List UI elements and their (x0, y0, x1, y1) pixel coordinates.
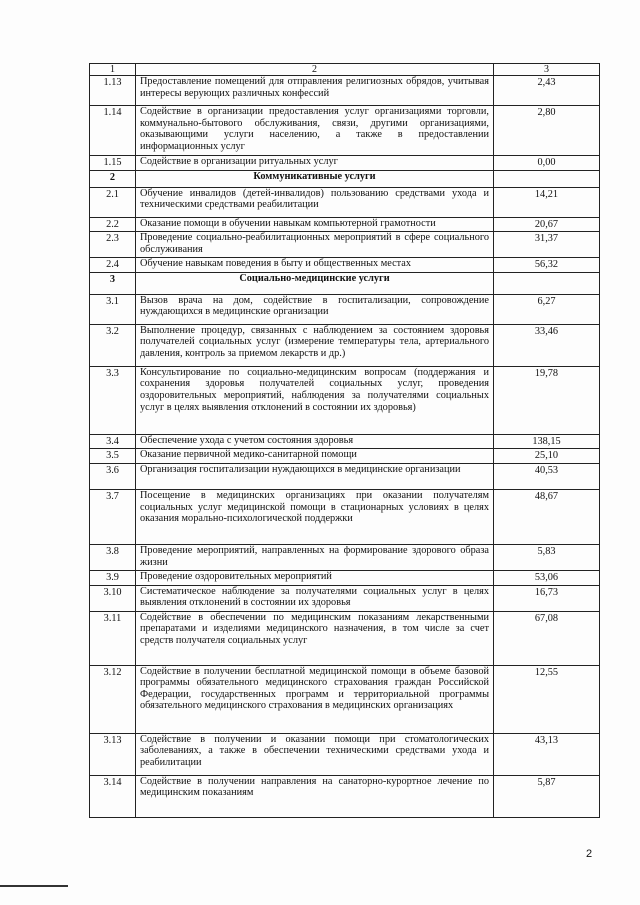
service-description: Содействие в организации ритуальных услуг (136, 156, 494, 171)
table-row (90, 106, 600, 156)
row-number: 3.7 (90, 489, 136, 544)
header-col-2: 2 (136, 64, 494, 76)
row-number: 3.8 (90, 544, 136, 570)
row-number: 1.15 (90, 156, 136, 171)
section-row (90, 272, 600, 294)
service-description: Обучение навыкам поведения в быту и общественных местах (136, 258, 494, 273)
service-description: Выполнение процедур, связанных с наблюдением за состоянием здоровья получателей социальных услуг (измерение температуры тела, артериального давления, контроль за приемом лекарств и др.) (136, 324, 494, 366)
row-number: 2.3 (90, 232, 136, 258)
service-value: 31,37 (494, 232, 600, 258)
section-row (90, 170, 600, 187)
service-value: 14,21 (494, 187, 600, 217)
row-number: 3.12 (90, 665, 136, 733)
service-description: Содействие в получении бесплатной медицинской помощи в объеме базовой программы обязательного медицинского страхования граждан Российской Федерации, государственных программ и территориальной программы обязательного медицинского страхования в медицинских организациях (136, 665, 494, 733)
service-value: 25,10 (494, 449, 600, 464)
table-row (90, 366, 600, 434)
service-value: 0,00 (494, 156, 600, 171)
table-row (90, 733, 600, 775)
table-row (90, 611, 600, 665)
row-number: 1.13 (90, 76, 136, 106)
row-number: 2.2 (90, 217, 136, 232)
row-number: 3.6 (90, 463, 136, 489)
table-row (90, 665, 600, 733)
table-row (90, 324, 600, 366)
service-description: Содействие в обеспечении по медицинским показаниям лекарственными препаратами и изделиями медицинского назначения, в том числе за счет средств получателя социальных услуг (136, 611, 494, 665)
service-description: Оказание помощи в обучении навыкам компьютерной грамотности (136, 217, 494, 232)
service-value: 5,87 (494, 775, 600, 817)
row-number: 3 (90, 272, 136, 294)
service-value: 48,67 (494, 489, 600, 544)
row-number: 2 (90, 170, 136, 187)
service-value (494, 272, 600, 294)
service-value: 43,13 (494, 733, 600, 775)
row-number: 3.5 (90, 449, 136, 464)
service-value: 19,78 (494, 366, 600, 434)
header-col-3: 3 (494, 64, 600, 76)
table-row (90, 544, 600, 570)
table-row (90, 489, 600, 544)
table-row (90, 156, 600, 171)
service-description: Организация госпитализации нуждающихся в медицинские организации (136, 463, 494, 489)
service-description: Вызов врача на дом, содействие в госпитализации, сопровождение нуждающихся в медицинские организации (136, 294, 494, 324)
row-number: 3.4 (90, 434, 136, 449)
scan-edge-line (0, 885, 68, 887)
service-value: 5,83 (494, 544, 600, 570)
service-value: 53,06 (494, 570, 600, 585)
row-number: 1.14 (90, 106, 136, 156)
service-value: 33,46 (494, 324, 600, 366)
section-title: Социально-медицинские услуги (136, 272, 494, 294)
row-number: 3.13 (90, 733, 136, 775)
page-number: 2 (586, 848, 593, 860)
service-description: Содействие в организации предоставления услуг организациями торговли, коммунально-бытового обслуживания, связи, другими организациями, оказывающими услуги населению, а также в предоставлении информационных услуг (136, 106, 494, 156)
row-number: 2.1 (90, 187, 136, 217)
service-value: 12,55 (494, 665, 600, 733)
service-value: 2,43 (494, 76, 600, 106)
service-description: Проведение оздоровительных мероприятий (136, 570, 494, 585)
table-row (90, 232, 600, 258)
table-row (90, 775, 600, 817)
row-number: 3.1 (90, 294, 136, 324)
service-value: 16,73 (494, 585, 600, 611)
header-col-1: 1 (90, 64, 136, 76)
service-value: 6,27 (494, 294, 600, 324)
service-value: 138,15 (494, 434, 600, 449)
service-value: 20,67 (494, 217, 600, 232)
service-description: Оказание первичной медико-санитарной помощи (136, 449, 494, 464)
service-description: Проведение мероприятий, направленных на формирование здорового образа жизни (136, 544, 494, 570)
row-number: 3.11 (90, 611, 136, 665)
table-row (90, 449, 600, 464)
service-description: Предоставление помещений для отправления религиозных обрядов, учитывая интересы верующих различных конфессий (136, 76, 494, 106)
table-row (90, 187, 600, 217)
row-number: 3.2 (90, 324, 136, 366)
service-description: Содействие в получении направления на санаторно-курортное лечение по медицинским показаниям (136, 775, 494, 817)
table-row (90, 76, 600, 106)
section-title: Коммуникативные услуги (136, 170, 494, 187)
service-value: 67,08 (494, 611, 600, 665)
service-description: Посещение в медицинских организациях при оказании получателям социальных услуг медицинской помощи в стационарных условиях в целях оказания морально-психологической поддержки (136, 489, 494, 544)
row-number: 2.4 (90, 258, 136, 273)
service-description: Консультирование по социально-медицинским вопросам (поддержания и сохранения здоровья получателей социальных услуг, проведения оздоровительных мероприятий, наблюдения за получателями социальных услуг в целях выявления отклонений в состоянии их здоровья) (136, 366, 494, 434)
table-row (90, 258, 600, 273)
service-description: Содействие в получении и оказании помощи при стоматологических заболеваниях, а также в обеспечении техническими средствами ухода и реабилитации (136, 733, 494, 775)
table-row (90, 463, 600, 489)
row-number: 3.3 (90, 366, 136, 434)
table-row (90, 570, 600, 585)
row-number: 3.9 (90, 570, 136, 585)
row-number: 3.14 (90, 775, 136, 817)
services-tariff-table (89, 63, 600, 818)
service-value: 56,32 (494, 258, 600, 273)
service-value (494, 170, 600, 187)
table-row (90, 217, 600, 232)
table-row (90, 434, 600, 449)
service-value: 2,80 (494, 106, 600, 156)
table-row (90, 294, 600, 324)
service-description: Обеспечение ухода с учетом состояния здоровья (136, 434, 494, 449)
table-header-row (90, 64, 600, 76)
service-description: Обучение инвалидов (детей-инвалидов) пользованию средствами ухода и техническими средствами реабилитации (136, 187, 494, 217)
row-number: 3.10 (90, 585, 136, 611)
service-description: Систематическое наблюдение за получателями социальных услуг в целях выявления отклонений в состоянии их здоровья (136, 585, 494, 611)
table-row (90, 585, 600, 611)
service-description: Проведение социально-реабилитационных мероприятий в сфере социального обслуживания (136, 232, 494, 258)
service-value: 40,53 (494, 463, 600, 489)
